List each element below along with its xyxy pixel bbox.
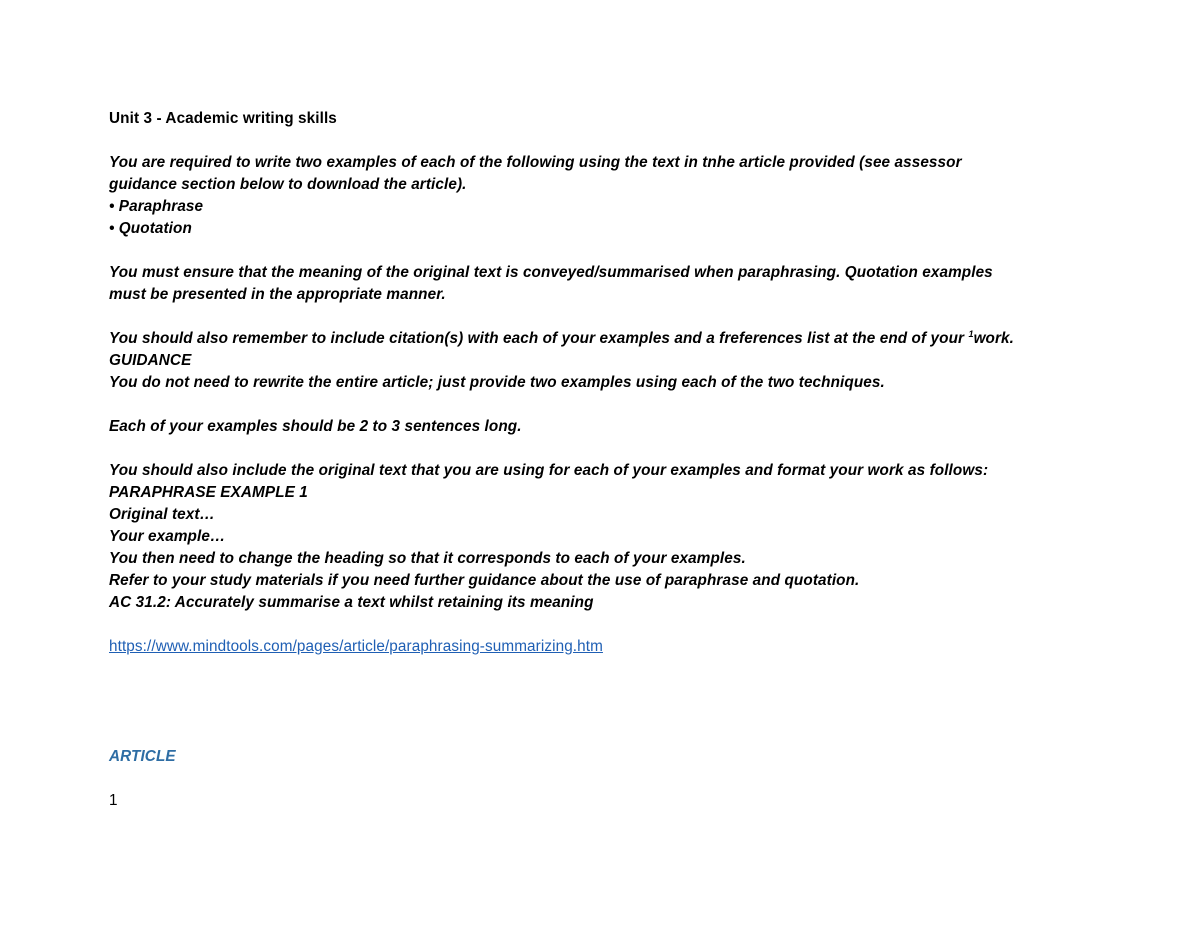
document-body [109,108,1099,812]
guidance-line: You do not need to rewrite the entire article; just provide two examples using each of the two techniques. [109,374,885,391]
citation-text-end: work. [973,330,1015,347]
spacer [109,130,1099,152]
spacer [109,724,1099,746]
guidance-heading: GUIDANCE [109,352,192,369]
citation-line [109,328,1099,350]
change-heading-line: You then need to change the heading so that it corresponds to each of your examples. [109,550,746,567]
spacer [109,614,1099,636]
article-heading: ARTICLE [109,748,176,765]
examples-length: Each of your examples should be 2 to 3 sentences long. [109,418,522,435]
footnote-marker[interactable]: 1 [968,328,974,339]
refer-line: Refer to your study materials if you need further guidance about the use of paraphrase and quotation. [109,572,860,589]
ac-line: AC 31.2: Accurately summarise a text whilst retaining its meaning [109,594,594,611]
spacer [109,658,1099,680]
citation-text: You should also remember to include citation(s) with each of your examples and a freferences list at the end of your [109,330,965,347]
spacer [109,680,1099,702]
spacer [109,768,1099,790]
spacer [109,702,1099,724]
intro-line-1: You are required to write two examples of each of the following using the text in tnhe article provided (see assessor [109,154,962,171]
spacer [109,306,1099,328]
spacer [109,240,1099,262]
mindtools-link[interactable]: https://www.mindtools.com/pages/article/paraphrasing-summarizing.htm [109,638,603,655]
spacer [109,394,1099,416]
document-title: Unit 3 - Academic writing skills [109,110,337,127]
ensure-line-1: You must ensure that the meaning of the original text is conveyed/summarised when paraphrasing. Quotation examples [109,264,993,281]
spacer [109,438,1099,460]
bullet-paraphrase: • Paraphrase [109,198,204,215]
your-example-label: Your example… [109,528,226,545]
format-intro: You should also include the original text that you are using for each of your examples and format your work as follows: [109,462,989,479]
footnote-number: 1 [109,792,118,809]
format-heading: PARAPHRASE EXAMPLE 1 [109,484,308,501]
ensure-line-2: must be presented in the appropriate manner. [109,286,446,303]
bullet-quotation: • Quotation [109,220,192,237]
original-text-label: Original text… [109,506,215,523]
intro-line-2: guidance section below to download the article). [109,176,467,193]
link-paragraph [109,636,1099,658]
